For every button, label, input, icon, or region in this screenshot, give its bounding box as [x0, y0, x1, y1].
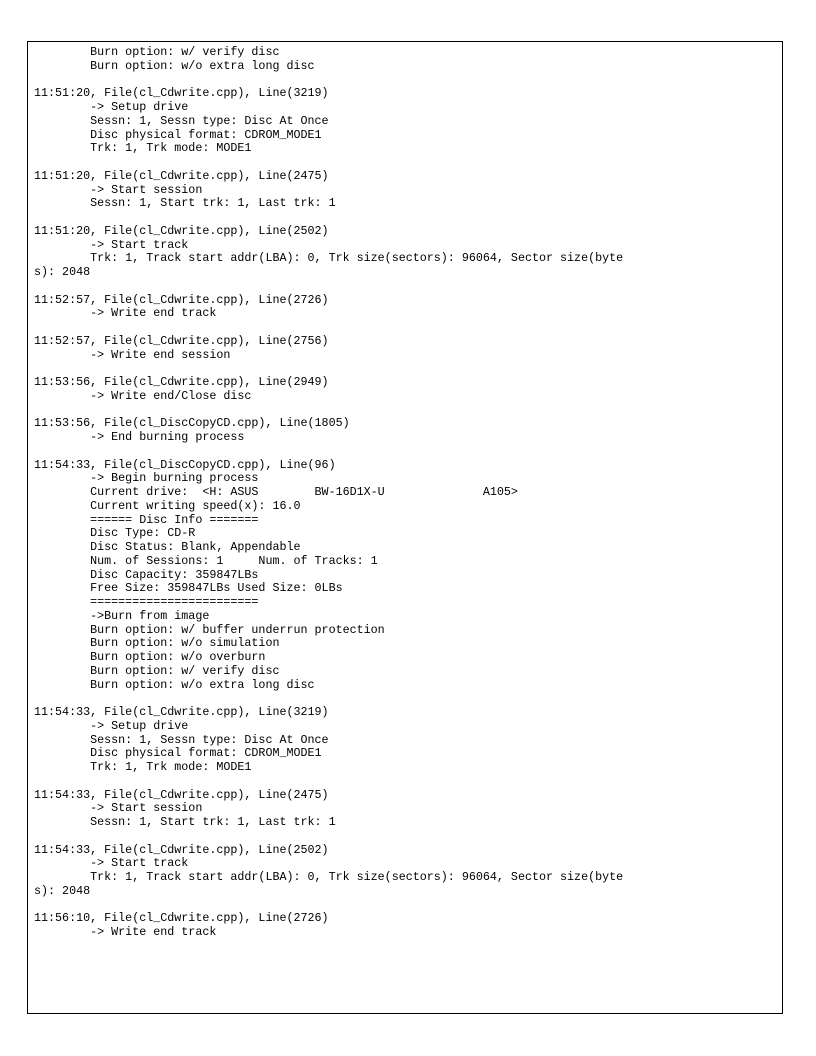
log-blank-line: [34, 362, 780, 376]
log-blank-line: [34, 830, 780, 844]
log-line: Disc Status: Blank, Appendable: [34, 540, 301, 554]
log-line: Sessn: 1, Start trk: 1, Last trk: 1: [34, 815, 336, 829]
log-line: Disc Type: CD-R: [34, 526, 196, 541]
log-blank-line: [34, 899, 780, 913]
log-line: s): 2048: [34, 883, 91, 898]
log-line: -> Start track: [34, 856, 189, 871]
log-line: Current writing speed(x): 16.0: [34, 498, 301, 513]
log-line: 11:51:20, File(cl_Cdwrite.cpp), Line(2475): [34, 168, 329, 183]
log-line: -> Write end track: [34, 925, 217, 939]
log-line: Burn option: w/o extra long disc: [34, 677, 315, 692]
log-line: Burn option: w/ verify disc: [34, 45, 280, 59]
log-line: Sessn: 1, Sessn type: Disc At Once: [34, 113, 329, 128]
log-line: 11:51:20, File(cl_Cdwrite.cpp), Line(3219): [34, 86, 329, 101]
log-blank-line: [34, 445, 780, 459]
log-line: ========================: [34, 595, 259, 609]
log-blank-line: [34, 321, 780, 335]
log-line: 11:54:33, File(cl_DiscCopyCD.cpp), Line(96): [34, 457, 336, 472]
log-line: -> Begin burning process: [34, 471, 259, 486]
log-line: Disc Capacity: 359847LBs: [34, 567, 259, 582]
log-line: -> Write end/Close disc: [34, 388, 252, 403]
log-line: Burn option: w/ verify disc: [34, 663, 280, 678]
log-line: Free Size: 359847LBs Used Size: 0LBs: [34, 581, 343, 596]
log-line: Sessn: 1, Sessn type: Disc At Once: [34, 732, 329, 747]
log-line: -> Setup drive: [34, 100, 189, 114]
log-line: Burn option: w/o simulation: [34, 636, 280, 651]
log-blank-line: [34, 280, 780, 294]
log-blank-line: [34, 775, 780, 789]
log-line: Disc physical format: CDROM_MODE1: [34, 746, 322, 761]
log-line: 11:54:33, File(cl_Cdwrite.cpp), Line(3219): [34, 705, 329, 719]
log-line: Trk: 1, Trk mode: MODE1: [34, 760, 252, 774]
log-line: 11:52:57, File(cl_Cdwrite.cpp), Line(2756): [34, 333, 329, 348]
log-blank-line: [34, 211, 780, 225]
log-line: -> Start session: [34, 182, 203, 197]
log-line: Trk: 1, Trk mode: MODE1: [34, 141, 252, 156]
log-line: Burn option: w/ buffer underrun protection: [34, 622, 385, 637]
log-line: -> Write end session: [34, 347, 231, 362]
log-blank-line: [34, 692, 780, 706]
log-line: Trk: 1, Track start addr(LBA): 0, Trk size(sectors): 96064, Sector size(byte: [34, 251, 624, 266]
log-line: s): 2048: [34, 265, 91, 279]
log-blank-line: [34, 156, 780, 170]
log-line: -> End burning process: [34, 430, 245, 444]
log-line: -> Start session: [34, 801, 203, 816]
log-line: 11:54:33, File(cl_Cdwrite.cpp), Line(2475): [34, 787, 329, 802]
log-line: Sessn: 1, Start trk: 1, Last trk: 1: [34, 196, 336, 211]
log-line: Burn option: w/o extra long disc: [34, 58, 315, 73]
log-line: Current drive: <H: ASUS BW-16D1X-U A105>: [34, 485, 518, 499]
log-text: [34, 46, 780, 940]
log-line: -> Setup drive: [34, 718, 189, 733]
log-line: 11:54:33, File(cl_Cdwrite.cpp), Line(2502): [34, 842, 329, 857]
log-line: Burn option: w/o overburn: [34, 650, 266, 664]
log-line: 11:51:20, File(cl_Cdwrite.cpp), Line(2502): [34, 223, 329, 238]
log-line: 11:52:57, File(cl_Cdwrite.cpp), Line(2726): [34, 292, 329, 307]
log-line: -> Start track: [34, 237, 189, 252]
log-line: 11:53:56, File(cl_Cdwrite.cpp), Line(2949): [34, 375, 329, 389]
log-line: Disc physical format: CDROM_MODE1: [34, 127, 322, 142]
log-blank-line: [34, 74, 780, 88]
log-blank-line: [34, 404, 780, 418]
log-line: ====== Disc Info =======: [34, 512, 259, 527]
log-line: 11:56:10, File(cl_Cdwrite.cpp), Line(2726): [34, 911, 329, 926]
log-line: Num. of Sessions: 1 Num. of Tracks: 1: [34, 553, 378, 568]
log-line: -> Write end track: [34, 306, 217, 321]
log-line: 11:53:56, File(cl_DiscCopyCD.cpp), Line(1805): [34, 416, 350, 431]
log-line: ->Burn from image: [34, 608, 210, 623]
log-frame: [27, 41, 783, 1014]
log-line: Trk: 1, Track start addr(LBA): 0, Trk size(sectors): 96064, Sector size(byte: [34, 870, 624, 884]
